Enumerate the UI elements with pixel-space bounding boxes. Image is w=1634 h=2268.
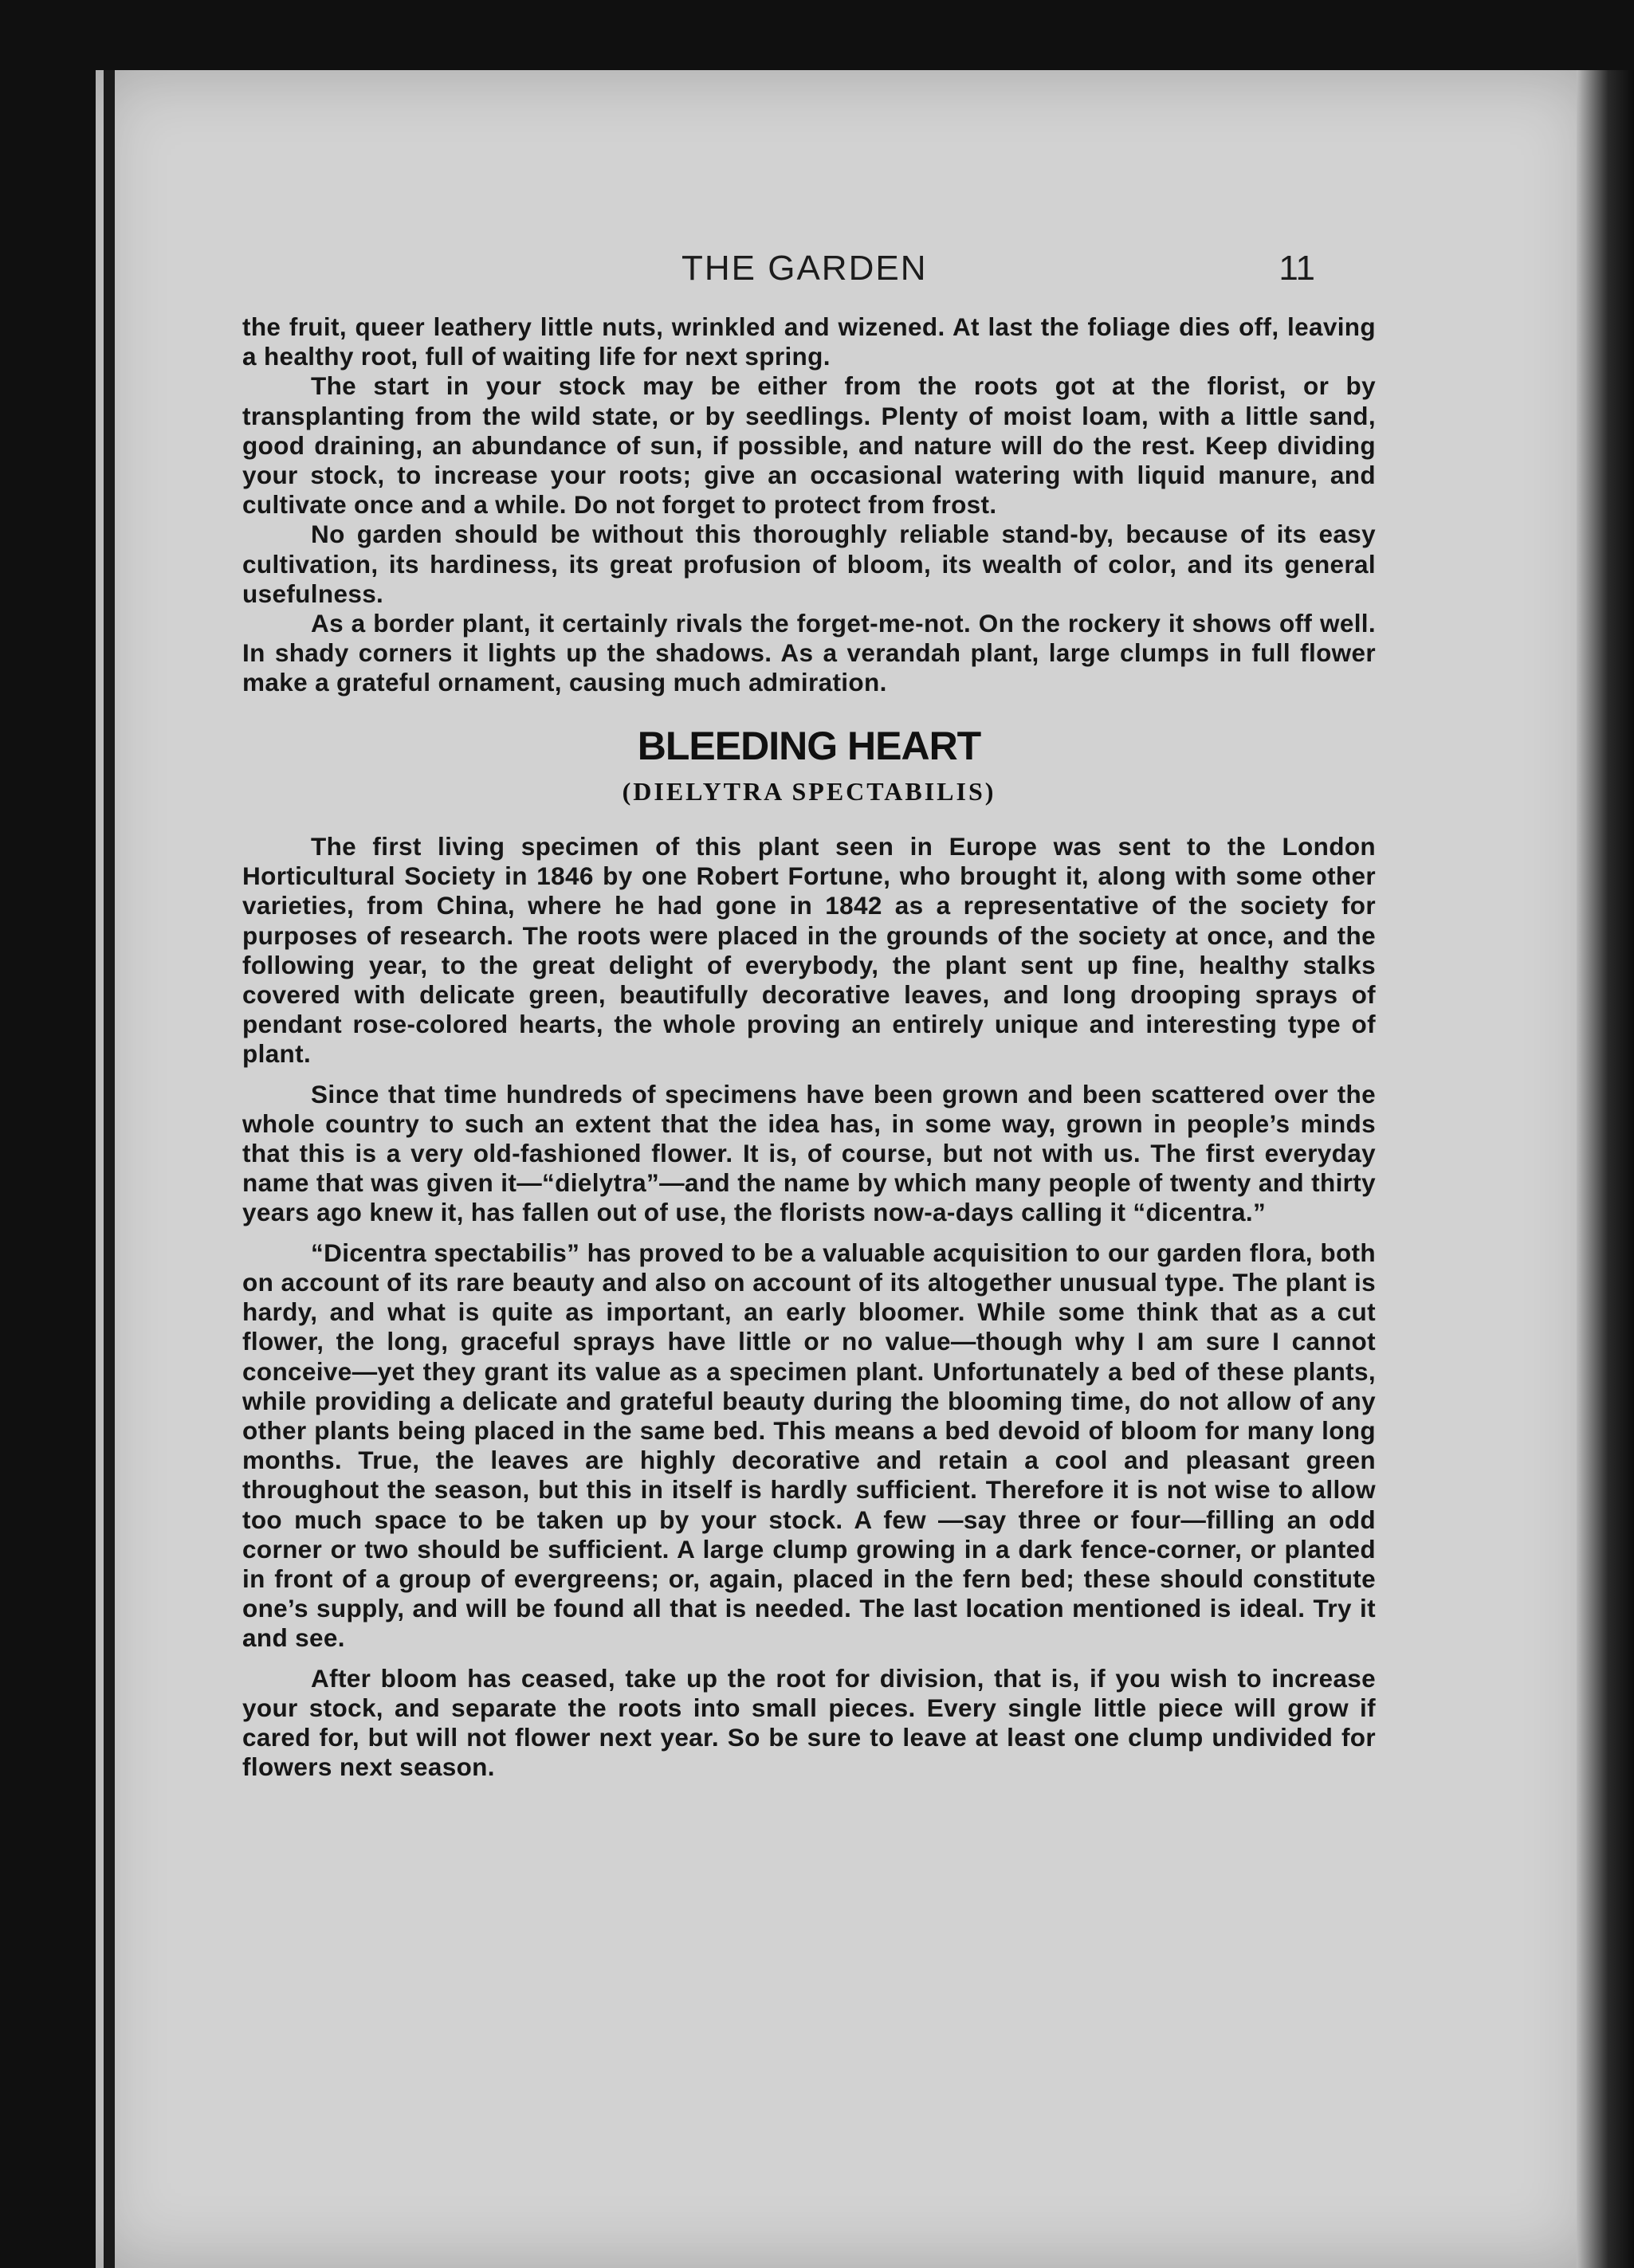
paragraph: No garden should be without this thoroughly reliable stand-by, because of its easy cultivation, its hardiness, its great profusion of bloom, its wealth of color, and its general usefulness. <box>242 520 1376 608</box>
paragraph: Since that time hundreds of specimens have been grown and been scattered over the whole country to such an extent that the idea has, in some way, grown in people’s minds that this is a very old-fashioned flower. It is, of course, but not with us. The first everyday name that was given it—“dielytra”—and the name by which many people of twenty and thirty years ago knew it, has fallen out of use, the florists now-a-days calling it “dicentra.” <box>242 1079 1376 1227</box>
section-heading <box>242 723 1376 806</box>
paragraph: After bloom has ceased, take up the root for division, that is, if you wish to increase your stock, and separate the roots into small pieces. Every single little piece will grow if cared for, but will not flower next year. So be sure to leave at least one clump undivided for flowers next season. <box>242 1663 1376 1782</box>
paragraph: The first living specimen of this plant seen in Europe was sent to the London Horticultural Society in 1846 by one Robert Fortune, who brought it, along with some other varieties, from China, where he had gone in 1842 as a representative of the society for purposes of research. The roots were placed in the grounds of the society at once, and the following year, to the great delight of everybody, the plant sent up fine, healthy stalks covered with delicate green, beautifully decorative leaves, and long drooping sprays of pendant rose-colored hearts, the whole proving an entirely unique and interesting type of plant. <box>242 832 1376 1069</box>
paragraph: the fruit, queer leathery little nuts, wrinkled and wizened. At last the foliage dies off, leaving a healthy root, full of waiting life for next spring. <box>242 312 1376 371</box>
page-body <box>242 312 1376 1792</box>
paragraph: As a border plant, it certainly rivals the forget-me-not. On the rockery it shows off well. In shady corners it lights up the shadows. As a verandah plant, large clumps in full flower make a grateful ornament, causing much admiration. <box>242 609 1376 697</box>
page-edge-shadow <box>1577 70 1634 2268</box>
running-title: THE GARDEN <box>681 249 928 288</box>
running-head <box>239 249 1371 296</box>
paragraph: The start in your stock may be either from the roots got at the florist, or by transplanting from the wild state, or by seedlings. Plenty of moist loam, with a little sand, good draining, an abundance of sun, if possible, and nature will do the rest. Keep dividing your stock, to increase your roots; give an occasional watering with liquid manure, and cultivate once and a while. Do not forget to protect from frost. <box>242 371 1376 520</box>
continued-text <box>242 312 1376 698</box>
page-number: 11 <box>1279 249 1315 288</box>
binding-edge <box>104 70 115 2268</box>
section-title: BLEEDING HEART <box>637 723 981 768</box>
section-text <box>242 832 1376 1782</box>
paragraph: “Dicentra spectabilis” has proved to be a valuable acquisition to our garden flora, both on account of its rare beauty and also on account of its altogether unusual type. The plant is hardy, and what is quite as important, an early bloomer. While some think that as a cut flower, the long, graceful sprays have little or no value—though why I am sure I cannot conceive—yet they grant its value as a specimen plant. Unfortunately a bed of these plants, while providing a delicate and grateful beauty during the blooming time, do not allow of any other plants being placed in the same bed. This means a bed devoid of bloom for many long months. True, the leaves are highly decorative and retain a cool and pleasant green throughout the season, but this in itself is hardly sufficient. Therefore it is not wise to allow too much space to be taken up by your stock. A few —say three or four—filling an odd corner or two should be sufficient. A large clump growing in a dark fence-corner, or planted in front of a group of evergreens; or, again, placed in the fern bed; these should constitute one’s supply, and will be found all that is needed. The last location mentioned is ideal. Try it and see. <box>242 1238 1376 1653</box>
section-subtitle: (DIELYTRA SPECTABILIS) <box>622 776 996 806</box>
